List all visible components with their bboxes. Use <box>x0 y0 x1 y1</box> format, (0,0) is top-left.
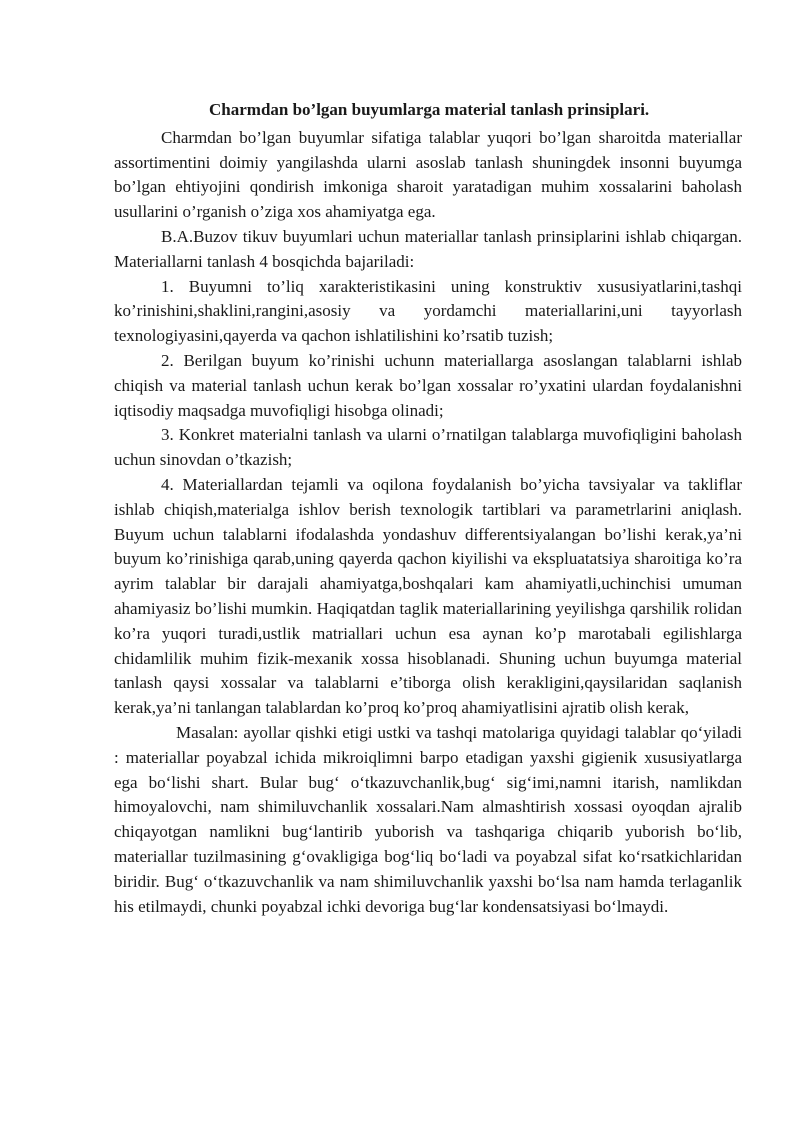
paragraph-step-3: 3. Konkret materialni tanlash va ularni o’rnatilgan talablarga muvofiqligini baholash uchun sinovdan o’tkazish; <box>114 425 742 470</box>
paragraph-step-1: 1. Buyumni to’liq xarakteristikasini uning konstruktiv xususiyatlarini,tashqi ko’rinishini,shaklini,rangini,asosiy va yordamchi materiallarini,uni tayyorlash texnologiyasini,qayerda va qachon ishlatilishini ko’rsatib tuzish; <box>114 276 742 346</box>
paragraph-example: Masalan: ayollar qishki etigi ustki va tashqi matolariga quyidagi talablar qo‘yiladi : materiallar poyabzal ichida mikroiqlimni barpo etadigan yaxshi gigienik xususiyatlarga ega bo‘lishi shart. Bular bug‘ o‘tkazuvchanlik,bug‘ sig‘imi,namni itarish, namlikdan himoyalovchi, nam shimiluvchanlik xossalari.Nam almashtirish xossasi oyoqdan ajralib chiqayotgan namlikni bug‘lantirib yuborish va tashqariga chiqarib yuborish bo‘lib, materiallar tuzilmasining g‘ovakligiga bog‘liq bo‘ladi va poyabzal sifat ko‘rsatkichlaridan biridir. Bug‘ o‘tkazuvchanlik va nam shimiluvchanlik yaxshi bo‘lsa nam hamda terlaganlik his etilmaydi, chunki poyabzal ichki devoriga bug‘lar kondensatsiyasi bo‘lmaydi. <box>114 722 742 916</box>
paragraph-step-4: 4. Materiallardan tejamli va oqilona foydalanish bo’yicha tavsiyalar va takliflar ishlab chiqish,materialga ishlov berish texnologik tartiblari va parametrlarini aniqlash. Buyum uchun talablarni ifodalashda yondashuv differentsiyalangan bo’lishi kerak,ya’ni buyum ko’rinishiga qarab,uning qayerda qachon kiyilishi va ekspluatatsiya sharoitiga ko’ra ayrim talablar bir darajali ahamiyatga,boshqalari kam ahamiyatli,uchinchisi umuman ahamiyasiz bo’lishi mumkin. Haqiqatdan taglik materiallarining yeyilishga qarshilik rolidan ko’ra yuqori turadi,ustlik matriallari uchun esa aynan ko’p marotabali egilishlarga chidamlilik muhim fizik-mexanik xossa hisoblanadi. Shuning uchun buyumga material tanlash qaysi xossalar va talablarni e’tiborga olish kerakligini,qaysilaridan saqlanish kerak,ya’ni tanlangan talablardan ko’proq ko’proq ahamiyatlisini ajratib olish kerak, <box>114 474 742 718</box>
paragraph-step-2: 2. Berilgan buyum ko’rinishi uchunn materiallarga asoslangan talablarni ishlab chiqish va material tanlash uchun kerak bo’lgan xossalar ro’yxatini ulardan foydalanishni iqtisodiy maqsadga muvofiqligi hisobga olinadi; <box>114 350 742 420</box>
paragraph-intro: Charmdan bo’lgan buyumlar sifatiga talablar yuqori bo’lgan sharoitda materiallar assortimentini doimiy yangilashda ularni asoslab tanlash shuningdek insonni buyumga bo’lgan ehtiyojini qondirish imkoniga sharoit yaratadigan muhim xossalarini baholash usullarini o’rganish o’ziga xos ahamiyatga ega. <box>114 127 742 222</box>
document-page <box>114 98 742 919</box>
paragraph-buzov: B.A.Buzov tikuv buyumlari uchun materiallar tanlash prinsiplarini ishlab chiqargan. Materiallarni tanlash 4 bosqichda bajariladi: <box>114 226 742 271</box>
document-title: Charmdan bo’lgan buyumlarga material tanlash prinsiplari. <box>209 100 650 119</box>
